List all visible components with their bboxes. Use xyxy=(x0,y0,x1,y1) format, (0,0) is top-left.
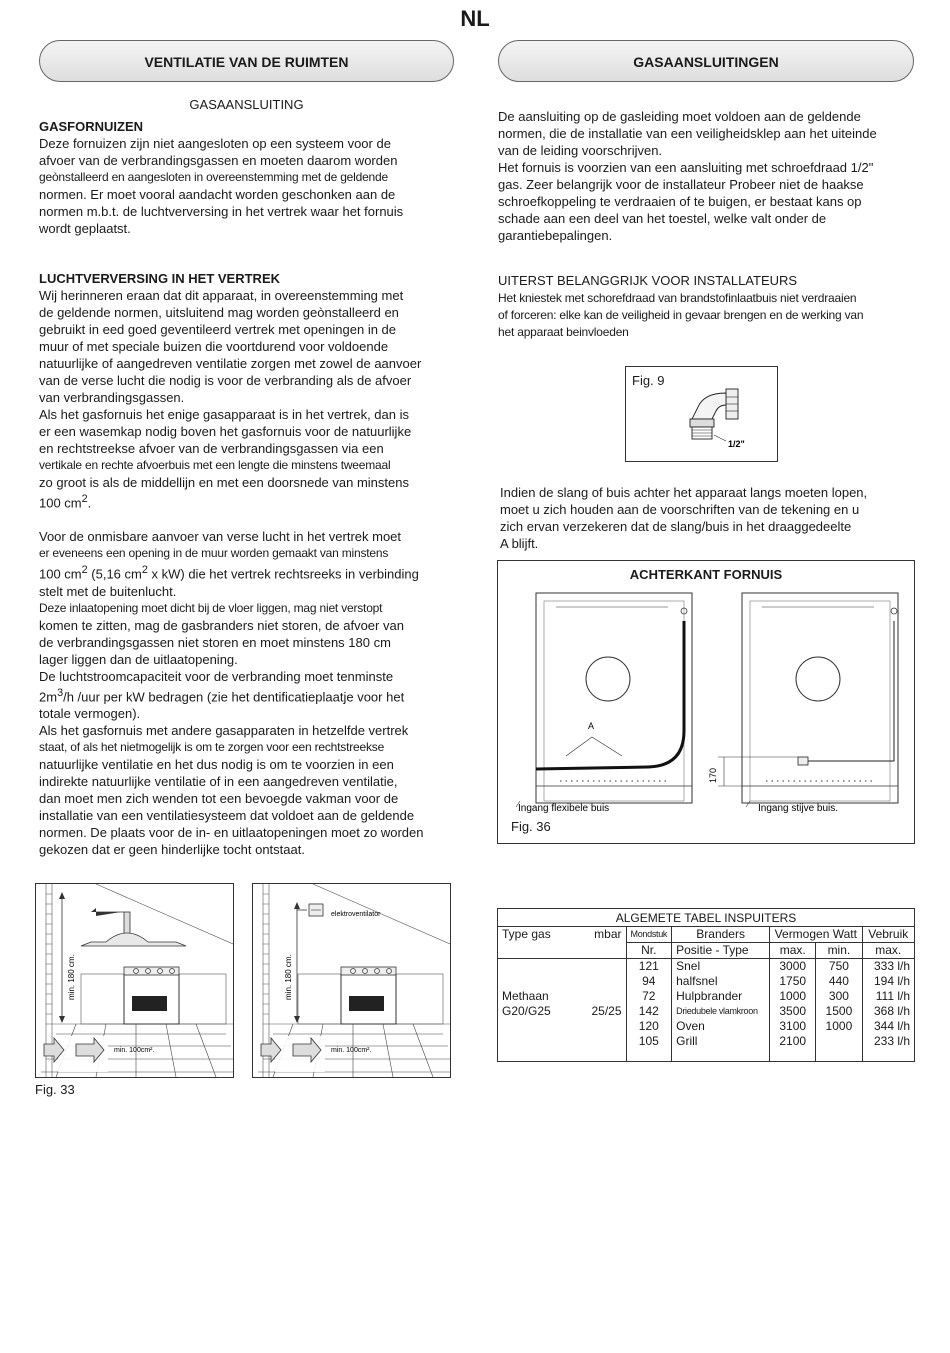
text-line: schroefkoppeling te verdraaien of te buigen, er bestaat kans op xyxy=(498,194,862,209)
use-cell: 368 l/h xyxy=(862,1004,914,1019)
thread-label: 1/2" xyxy=(728,439,745,449)
table-row xyxy=(498,959,914,975)
elbow-fitting-drawing xyxy=(626,367,777,461)
text-line: het apparaat beinvloeden xyxy=(498,325,629,339)
text-span: 100 cm xyxy=(39,566,82,582)
left-label: Ingang flexibele buis xyxy=(518,803,610,814)
th-type: Type gas xyxy=(502,927,551,941)
table-header-row-2 xyxy=(498,943,914,959)
text-line xyxy=(39,562,454,582)
th-vermogen: Vermogen Watt xyxy=(770,927,862,943)
text-line: zo groot is als de middellijn en met een doorsnede van minstens xyxy=(39,475,409,490)
text-line: De aansluiting op de gasleiding moet voldoen aan de geldende xyxy=(498,109,861,124)
superscript: 2 xyxy=(141,564,148,577)
th-empty xyxy=(498,943,584,959)
text-line: Voor de onmisbare aanvoer van verse lucht in het vertrek moet xyxy=(39,529,402,545)
gas-type-cell xyxy=(498,959,584,1062)
max-cell: 3000 xyxy=(770,959,816,975)
min-cell: 440 xyxy=(816,974,862,989)
th-verbruik-max: max. xyxy=(862,943,914,959)
point-label: A xyxy=(588,721,595,731)
pos-cell: Oven xyxy=(672,1019,770,1034)
text-line: er een wasemkap nodig boven het gasfornuis voor de natuurlijke xyxy=(39,424,412,439)
text-line: installatie van een ventilatiesysteem dat voldoet aan de geldende xyxy=(39,807,415,823)
text-line: geònstalleerd en aangesloten in overeenstemming met de geldende xyxy=(39,170,388,184)
superscript: 3 xyxy=(57,686,64,699)
height-label: min. 180 cm. xyxy=(284,954,293,1000)
text-line: natuurlijke of aangedreven ventilatie zorgen met zowel de aanvoer xyxy=(39,356,422,371)
injector-table-wrapper xyxy=(497,908,915,1062)
nr-cell: 120 xyxy=(626,1019,672,1034)
pos-cell: halfsnel xyxy=(672,974,770,989)
hood-drawing xyxy=(36,884,233,1077)
section-gasfornuizen xyxy=(39,118,454,237)
text-line: lager liggen dan de uitlaatopening. xyxy=(39,651,238,667)
text-line: van de verse lucht die nodig is voor de verbranding als de afvoer xyxy=(39,373,412,388)
text-line: er eveneens een opening in de muur worden gemaakt van minstens xyxy=(39,546,389,561)
text-line: Indien de slang of buis achter het apparaat langs moeten lopen, xyxy=(500,485,868,500)
warning-title: UITERST BELANGGRIJK VOOR INSTALLATEURS xyxy=(498,273,798,288)
th-mondstuk: Mondstuk xyxy=(626,927,672,943)
max-cell: 3500 xyxy=(770,1004,816,1019)
text-span: . xyxy=(87,495,92,511)
dimension-label: 170 xyxy=(708,767,718,783)
nr-cell: 105 xyxy=(626,1034,672,1061)
table-title-row xyxy=(498,909,914,927)
fig33-caption: Fig. 33 xyxy=(35,1082,75,1097)
nr-cell: 142 xyxy=(626,1004,672,1019)
use-cell: 111 l/h xyxy=(862,989,914,1004)
text-line: normen. De plaats voor de in- en uitlaatopeningen moet zo worden xyxy=(39,824,424,840)
table-title: ALGEMETE TABEL INSPUITERS xyxy=(498,909,914,927)
max-cell: 1000 xyxy=(770,989,816,1004)
text-line: stelt met de buitenlucht. xyxy=(39,583,177,599)
cooker-back-drawing xyxy=(498,561,914,843)
text-line xyxy=(39,685,454,705)
th-max: max. xyxy=(770,943,816,959)
text-line: gebruikt in eed goed geventileerd vertrek met openingen in de xyxy=(39,322,397,337)
text-line: Deze inlaatopening moet dicht bij de vloer liggen, mag niet verstopt xyxy=(39,600,383,615)
text-line: wordt geplaatst. xyxy=(39,221,131,236)
right-cooker-back xyxy=(708,593,898,814)
text-line: Het fornuis is voorzien van een aansluiting met schroefdraad 1/2" xyxy=(498,160,874,175)
text-span: (5,16 cm xyxy=(87,566,142,582)
table-header-row xyxy=(498,927,914,943)
text-line: Het kniestek met schorefdraad van brandstofinlaatbuis niet verdraaien xyxy=(498,291,857,305)
language-code: NL xyxy=(460,6,490,31)
min-cell xyxy=(816,1034,862,1061)
min-cell: 750 xyxy=(816,959,862,975)
superscript: 2 xyxy=(81,493,88,505)
fig9-box xyxy=(625,366,778,462)
text-line: muur of met speciale buizen die voortdurend voor voldoende xyxy=(39,339,389,354)
text-line: van verbrandingsgassen. xyxy=(39,390,185,405)
fig9-caption: Fig. 9 xyxy=(632,373,665,388)
text-line: moet u zich houden aan de voorschriften van de tekening en u xyxy=(500,502,860,517)
text-line: of forceren: elke kan de veiligheid in gevaar brengen en de werking van xyxy=(498,308,864,322)
text-line: De luchtstroomcapaciteit voor de verbranding moet tenminste xyxy=(39,668,394,684)
injector-table xyxy=(498,909,914,1061)
section-luchtverversing xyxy=(39,270,454,858)
use-cell: 344 l/h xyxy=(862,1019,914,1034)
fig33-hood-illustration xyxy=(35,883,234,1078)
area-label: min. 100cm². xyxy=(114,1047,155,1054)
text-line: natuurlijke ventilatie en het dus nodig is om te voorzien in een xyxy=(39,756,394,772)
warning-text xyxy=(498,290,914,341)
text-span: 100 cm xyxy=(39,495,82,511)
text-span: x kW) die het vertrek rechtsreeks in verbinding xyxy=(147,566,419,582)
pos-cell: Driedubele vlamkroon xyxy=(672,1004,770,1019)
pos-cell: Snel xyxy=(672,959,770,975)
th-verbruik: Vebruik xyxy=(862,927,914,943)
pos-cell: Grill xyxy=(672,1034,770,1061)
min-cell: 1500 xyxy=(816,1004,862,1019)
text-line: A blijft. xyxy=(500,536,539,551)
text-line: komen te zitten, mag de gasbranders niet storen, de afvoer van xyxy=(39,617,404,633)
text-line: de geldende normen, uitsluitend mag worden geònstalleerd en xyxy=(39,305,399,320)
th-nr: Nr. xyxy=(626,943,672,959)
use-cell: 333 l/h xyxy=(862,959,914,975)
pos-cell: Hulpbrander xyxy=(672,989,770,1004)
text-line: schade aan een deel van het toestel, welke valt onder de xyxy=(498,211,827,226)
th-positie: Positie - Type xyxy=(672,943,770,959)
max-cell: 1750 xyxy=(770,974,816,989)
text-line: indirekte natuurlijke ventilatie of in een aangedreven ventilatie, xyxy=(39,773,398,789)
height-label: min. 180 cm. xyxy=(67,954,76,1000)
text-line: Als het gasfornuis het enige gasapparaat is in het vertrek, dan is xyxy=(39,407,409,422)
section-title: LUCHTVERVERSING IN HET VERTREK xyxy=(39,271,281,286)
text-line: normen m.b.t. de luchtverversing in het vertrek waar het fornuis xyxy=(39,204,404,219)
th-mbar: mbar xyxy=(594,927,622,941)
gas-code: G20/G25 xyxy=(502,1004,551,1018)
text-line: van de leiding voorschrijven. xyxy=(498,143,663,158)
text-line: staat, of als het nietmogelijk is om te zorgen voor een rechtstreekse xyxy=(39,739,385,754)
gas-name: Methaan xyxy=(502,989,549,1003)
gas-connection-paragraph xyxy=(498,108,914,244)
left-cooker-back xyxy=(516,593,692,814)
text-line: Wij herinneren eraan dat dit apparaat, in overeenstemming met xyxy=(39,288,404,303)
fan-label: elektroventilator xyxy=(331,911,381,918)
subheading-gasaansluiting: GASAANSLUITING xyxy=(189,97,304,112)
right-label: Ingang stijve buis. xyxy=(758,803,839,814)
max-cell: 3100 xyxy=(770,1019,816,1034)
th-min: min. xyxy=(816,943,862,959)
text-line: gas. Zeer belangrijk voor de installateur Probeer niet de haakse xyxy=(498,177,864,192)
text-line: zich ervan verzekeren dat de slang/buis in het draaggedeelte xyxy=(500,519,852,534)
nr-cell: 94 xyxy=(626,974,672,989)
text-line xyxy=(39,491,454,511)
fig36-box xyxy=(497,560,915,844)
th-branders: Branders xyxy=(672,927,770,943)
superscript: 2 xyxy=(81,564,88,577)
min-cell: 300 xyxy=(816,989,862,1004)
th-empty xyxy=(584,943,626,959)
max-cell: 2100 xyxy=(770,1034,816,1061)
text-line: garantiebepalingen. xyxy=(498,228,613,243)
mbar-cell: 25/25 xyxy=(591,1004,622,1018)
text-line: totale vermogen). xyxy=(39,705,141,721)
use-cell: 194 l/h xyxy=(862,974,914,989)
hose-routing-paragraph xyxy=(500,484,914,552)
text-line: Deze fornuizen zijn niet aangesloten op een systeem voor de xyxy=(39,136,391,151)
text-line: gekozen dat er geen hinderlijke tocht ontstaat. xyxy=(39,841,305,857)
area-label: min. 100cm². xyxy=(331,1047,372,1054)
use-cell: 233 l/h xyxy=(862,1034,914,1061)
spacer xyxy=(39,511,454,528)
min-cell: 1000 xyxy=(816,1019,862,1034)
text-line: Als het gasfornuis met andere gasapparaten in hetzelfde vertrek xyxy=(39,722,409,738)
text-line: normen. Er moet vooral aandacht worden geschonken aan de xyxy=(39,187,396,202)
section-title: GASFORNUIZEN xyxy=(39,119,143,134)
nr-cell: 121 xyxy=(626,959,672,975)
text-span: 2m xyxy=(39,688,58,704)
section-header-gas: GASAANSLUITINGEN xyxy=(498,40,914,82)
paragraph xyxy=(39,135,454,237)
text-line: vertikale en rechte afvoerbuis met een lengte die minstens tweemaal xyxy=(39,458,391,472)
text-line: normen, die de installatie van een veiligheidsklep aan het uiteinde xyxy=(498,126,877,141)
text-line: de verbrandingsgassen niet storen en moet minstens 180 cm xyxy=(39,634,391,650)
text-line: en rechtstreekse afvoer van de verbrandingsgassen via een xyxy=(39,441,384,456)
text-span: /h /uur per kW bedragen (zie het dentificatieplaatje voor het xyxy=(63,688,405,704)
fan-drawing xyxy=(253,884,450,1077)
fig33-fan-illustration xyxy=(252,883,451,1078)
fig36-caption: Fig. 36 xyxy=(511,819,551,834)
section-header-ventilation: VENTILATIE VAN DE RUIMTEN xyxy=(39,40,454,82)
nr-cell: 72 xyxy=(626,989,672,1004)
text-line: afvoer van de verbrandingsgassen en moeten daarom worden xyxy=(39,153,398,168)
text-line: dan moet men zich wenden tot een bevoegde vakman voor de xyxy=(39,790,399,806)
fig36-title: ACHTERKANT FORNUIS xyxy=(629,567,783,582)
